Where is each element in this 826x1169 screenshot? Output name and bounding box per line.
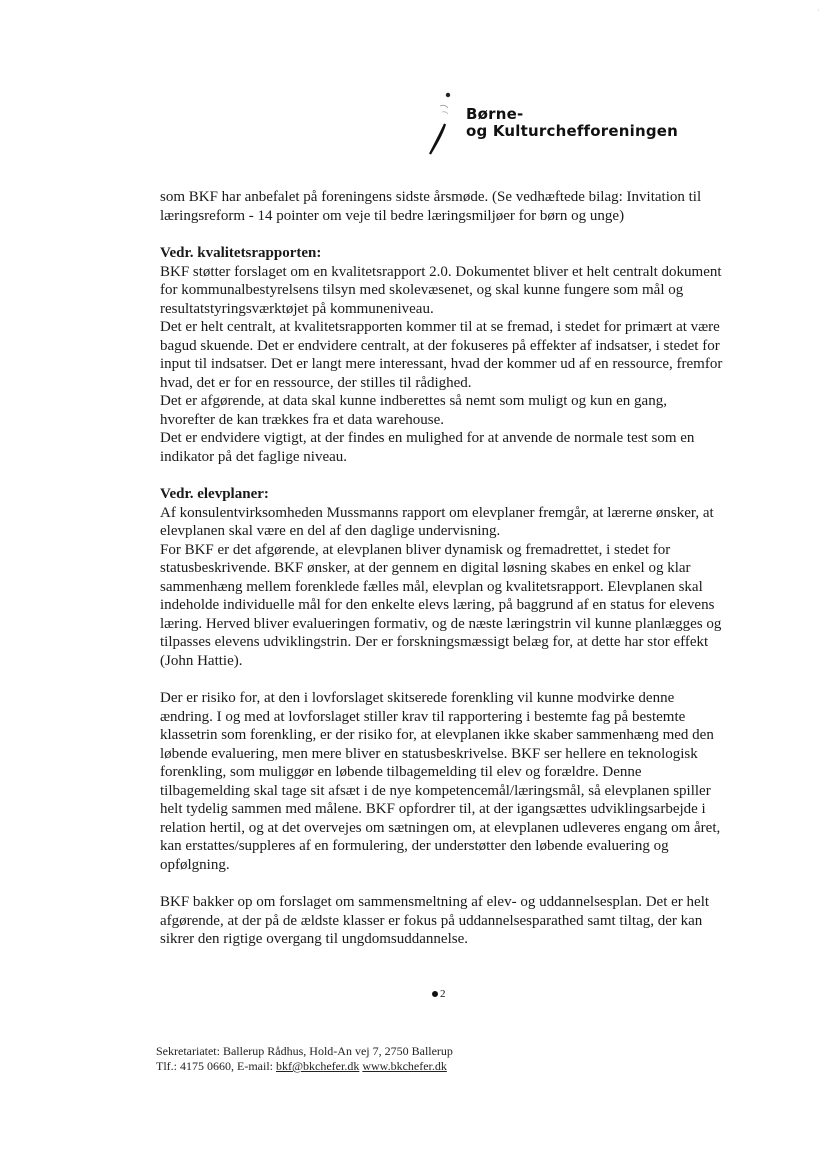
text-line: klassetrin som forenkling, er der risiko for, at elevplanen ikke skaber sammenhæng med den (160, 727, 714, 743)
text-line: hvorefter de kan trækkes fra et data warehouse. (160, 411, 445, 428)
text-line: sammenhæng mellem forenklede fælles mål, elevplan og kvalitetsrapport. Elevplanen skal (160, 578, 703, 595)
section-heading: Vedr. elevplaner: (160, 486, 269, 502)
footer-phone: Tlf.: 4175 0660, E-mail: (156, 1059, 276, 1073)
page-number-value: 2 (440, 988, 446, 1000)
footer (156, 1044, 453, 1074)
bullet-icon (432, 991, 438, 997)
text-line: indikator på det faglige niveau. (160, 448, 348, 465)
text-line: hvad, det er for en ressource, der stilles til rådighed. (160, 374, 472, 391)
page-number (432, 988, 446, 1000)
footer-contact (156, 1059, 453, 1074)
text-line: resultatstyringsværktøjet på kommuneniveau. (160, 300, 434, 317)
text-line: elevplanen skal være en del af den daglige undervisning. (160, 523, 501, 539)
logo-line-1: Børne- (466, 105, 524, 123)
text-line: input til indsatser. Det er langt mere interessant, hvad der kommer ud af en ressource, fremfor (160, 356, 723, 372)
text-line: (John Hattie). (160, 652, 243, 669)
text-line: som BKF har anbefalet på foreningens sidste årsmøde. (Se vedhæftede bilag: Invitation til (160, 189, 702, 205)
text-line: Der er risiko for, at den i lovforslaget skitserede forenkling vil kunne modvirke denne (160, 690, 675, 706)
risk-paragraph (160, 689, 740, 874)
text-line: løbende evaluering, men mere bliver en statusbeskrivelse. BKF ser hellere en teknologisk (160, 745, 698, 762)
text-line: bagud skuende. Det er endvidere centralt, at der fokuseres på effekter af indsatser, i stedet for (160, 337, 720, 354)
letter-body (160, 188, 740, 949)
text-line: for kommunalbestyrelsens tilsyn med skolevæsenet, og skal kunne fungere som mål og (160, 282, 684, 298)
text-line: læringsreform - 14 pointer om veje til bedre læringsmiljøer for børn og unge) (160, 207, 625, 224)
footer-address: Sekretariatet: Ballerup Rådhus, Hold-An vej 7, 2750 Ballerup (156, 1044, 453, 1058)
text-line: helt tydelig sammen med målene. BKF opfordrer til, at der igangsættes udviklingsarbejde i (160, 801, 706, 817)
text-line: relation hertil, og at det overvejes om sætningen om, at elevplanen udleveres engang om året, (160, 819, 721, 836)
text-line: Det er afgørende, at data skal kunne indberettes så nemt som muligt og kun en gang, (160, 393, 667, 409)
text-line: Det er endvidere vigtigt, at der findes en mulighed for at anvende de normale test som en (160, 430, 695, 446)
section-heading: Vedr. kvalitetsrapporten: (160, 245, 322, 261)
text-line: afgørende, at der på de ældste klasser er fokus på uddannelsesparathed samt tiltag, der kan (160, 912, 703, 929)
text-line: kan erstattes/suppleres af en formulering, der understøtter den løbende evaluering og (160, 838, 669, 854)
text-line: tilbagemelding skal tage sit afsæt i de nye kompetencemål/læringsmål, så elevplanen spiller (160, 782, 711, 799)
section-kvalitetsrapporten (160, 244, 740, 466)
organization-logo (418, 92, 678, 158)
text-line: Af konsulentvirksomheden Mussmanns rapport om elevplaner fremgår, at lærerne ønsker, at (160, 504, 714, 521)
logo-line-2: og Kulturchefforeningen (466, 122, 679, 140)
text-line: forenkling, som muliggør en løbende tilbagemelding til elev og forældre. Denne (160, 764, 642, 780)
text-line: BKF bakker op om forslaget om sammensmeltning af elev- og uddannelsesplan. Det er helt (160, 894, 710, 910)
text-line: BKF støtter forslaget om en kvalitetsrapport 2.0. Dokumentet bliver et helt centralt dokument (160, 263, 722, 280)
corner-mark: · (817, 6, 820, 15)
plan-merger-paragraph (160, 893, 740, 949)
text-line: statusbeskrivende. BKF ønsker, at der gennem en digital løsning skabes en enkel og klar (160, 560, 691, 576)
text-line: sikrer den rigtige overgang til ungdomsuddannelse. (160, 931, 468, 947)
logo-emblem-icon (418, 92, 466, 158)
text-line: tilpasses elevens udviklingstrin. Der er forskningsmæssigt belæg for, at dette har stor effekt (160, 634, 709, 650)
email-link[interactable]: bkf@bkchefer.dk (275, 1059, 360, 1073)
text-line: opfølgning. (160, 856, 230, 873)
text-line: ændring. I og med at lovforslaget stiller krav til rapportering i bestemte fag på bestemte (160, 708, 686, 725)
intro-paragraph (160, 188, 740, 225)
section-elevplaner (160, 485, 740, 670)
text-line: Det er helt centralt, at kvalitetsrapporten kommer til at se fremad, i stedet for primært at være (160, 319, 720, 335)
text-line: læring. Herved bliver evalueringen formativ, og de næste læringstrin vil kunne planlægges og (160, 615, 722, 632)
logo-text (466, 106, 678, 140)
text-line: indeholde individuelle mål for den enkelte elevs læring, på baggrund af en status for elevens (160, 597, 715, 613)
text-line: For BKF er det afgørende, at elevplanen bliver dynamisk og fremadrettet, i stedet for (160, 541, 671, 558)
website-link[interactable]: www.bkchefer.dk (362, 1059, 447, 1073)
